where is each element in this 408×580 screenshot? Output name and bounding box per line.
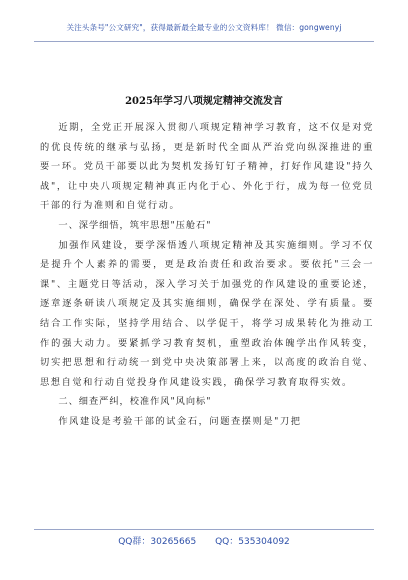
header-divider xyxy=(34,41,374,42)
section-heading-1: 一、深学细悟，筑牢思想"压舱石" xyxy=(58,219,212,231)
document-body xyxy=(40,118,374,432)
header-banner: 关注头条号"公文研究"，获得最新最全最专业的公文资料库！ 微信：gongwenyj xyxy=(66,23,342,32)
footer-qq: QQ：535304092 xyxy=(215,537,290,547)
footer-divider xyxy=(34,529,374,530)
paragraph-section-1: 加强作风建设，要学深悟透八项规定精神及其实施细则。学习不仅是提升个人素养的需要，更是政治责任和政治要求。要依托"三会一课"、主题党日等活动，深入学习关于加强党的作风建设的重要论述，逐章逐条研读八项规定及其实施细则，确保学在深处、学有质量。要结合工作实际，坚持学用结合、以学促干，将学习成果转化为推动工作的强大动力。要紧抓学习教育契机，重塑政治体魄学出作风转变，切实把思想和行动统一到党中央决策部署上来，以高度的政治自觉、思想自觉和行动自觉投身作风建设实践，确保学习教育取得实效。 xyxy=(40,239,374,388)
paragraph-intro: 近期，全党正开展深入贯彻八项规定精神学习教育，这不仅是对党的优良传统的继承与弘扬，更是新时代全面从严治党向纵深推进的重要一环。党员干部要以此为契机发扬钉钉子精神，打好作风建设"持久战"，让中央八项规定精神真正内化于心、外化于行，成为每一位党员干部的行为准则和自觉行动。 xyxy=(40,122,374,212)
footer-qq-group: QQ群：30265665 xyxy=(118,537,197,547)
footer xyxy=(0,534,408,547)
paragraph-section-2: 作风建设是考验干部的试金石，问题查摆则是"刀把 xyxy=(58,415,302,427)
section-heading-2: 二、细查严纠，校准作风"风向标" xyxy=(58,396,212,408)
document-title: 2025年学习八项规定精神交流发言 xyxy=(125,96,283,107)
